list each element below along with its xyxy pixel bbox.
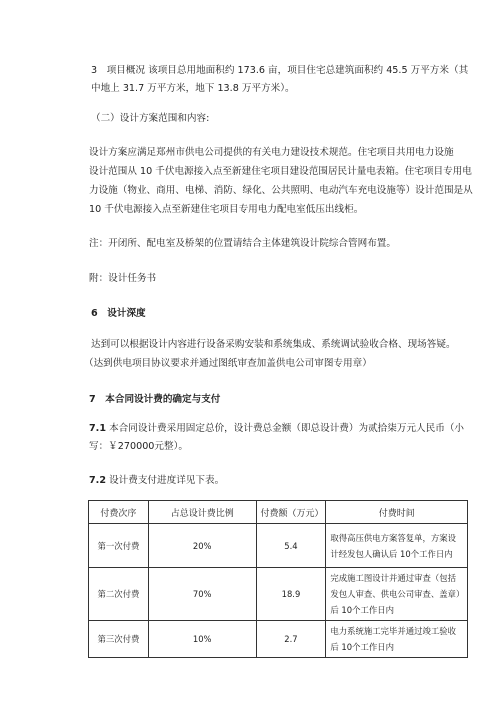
cell-time: 电力系统施工完毕并通过竣工验收后 10个工作日内 xyxy=(326,621,468,658)
cell-ratio: 70% xyxy=(148,568,256,621)
payment-schedule-table xyxy=(88,500,468,658)
table-row xyxy=(89,568,468,621)
clause-7-2-line xyxy=(89,474,224,487)
header-ratio: 占总设计费比例 xyxy=(148,501,256,524)
project-overview-line-2: 中地上 31.7 万平方米，地下 13.8 万平方米）。 xyxy=(91,83,295,94)
note-line: 注：开闭所、配电室及桥架的位置请结合主体建筑设计院综合管网布置。 xyxy=(89,238,396,249)
section-6-heading: 6 设计深度 xyxy=(91,308,146,319)
cell-amount: 18.9 xyxy=(256,568,326,621)
cell-time: 取得高压供电方案答复单，方案设计经发包人确认后 10个工作日内 xyxy=(326,524,468,568)
scope-para-line-2: 设计范围从 10 千伏电源接入点至新建住宅项目建设范围居民计量电表箱。住宅项目专用电 xyxy=(89,166,472,177)
clause-7-1-text: 本合同设计费采用固定总价，设计费总金额（即总设计费）为贰拾柒万元人民币（小 xyxy=(109,423,465,434)
cell-time: 完成施工图设计并通过审查（包括发包人审查、供电公司审查、盖章）后 10个工作日内 xyxy=(326,568,468,621)
design-depth-line-1: 达到可以根据设计内容进行设备采购安装和系统集成、系统调试验收合格、现场答疑。 xyxy=(91,339,456,350)
cell-order: 第三次付费 xyxy=(89,621,149,658)
cell-order: 第一次付费 xyxy=(89,524,149,568)
scope-para-line-4: 10 千伏电源接入点至新建住宅项目专用电力配电室低压出线柜。 xyxy=(89,204,364,215)
design-depth-line-2: （达到供电项目协议要求并通过图纸审查加盖供电公司审图专用章） xyxy=(84,358,372,369)
project-overview-line-1: 3 项目概况 该项目总用地面积约 173.6 亩，项目住宅总建筑面积约 45.5 万平方米（其 xyxy=(91,65,469,76)
scope-para-line-1: 设计方案应满足郑州市供电公司提供的有关电力建设技术规范。住宅项目共用电力设施 xyxy=(89,147,454,158)
cell-ratio: 20% xyxy=(148,524,256,568)
header-amount: 付费额（万元） xyxy=(256,501,326,524)
section-7-heading: 7 本合同设计费的确定与支付 xyxy=(89,394,221,405)
cell-order: 第二次付费 xyxy=(89,568,149,621)
clause-7-1-line-2: 写：￥270000元整）。 xyxy=(89,441,188,452)
scope-heading: （二）设计方案范围和内容: xyxy=(91,113,210,124)
header-time: 付费时间 xyxy=(326,501,468,524)
scope-para-line-3: 力设施（物业、商用、电梯、消防、绿化、公共照明、电动汽车充电设施等）设计范围是从 xyxy=(89,185,473,196)
clause-7-1-number: 7.1 xyxy=(89,423,106,434)
attachment-line: 附：设计任务书 xyxy=(89,273,157,284)
cell-ratio: 10% xyxy=(148,621,256,658)
cell-amount: 2.7 xyxy=(256,621,326,658)
clause-7-2-text: 设计费支付进度详见下表。 xyxy=(109,475,225,486)
table-header-row xyxy=(89,501,468,524)
clause-7-2-number: 7.2 xyxy=(89,475,106,486)
table-row xyxy=(89,524,468,568)
cell-amount: 5.4 xyxy=(256,524,326,568)
header-order: 付费次序 xyxy=(89,501,149,524)
table-row xyxy=(89,621,468,658)
clause-7-1-line-1 xyxy=(89,422,464,435)
